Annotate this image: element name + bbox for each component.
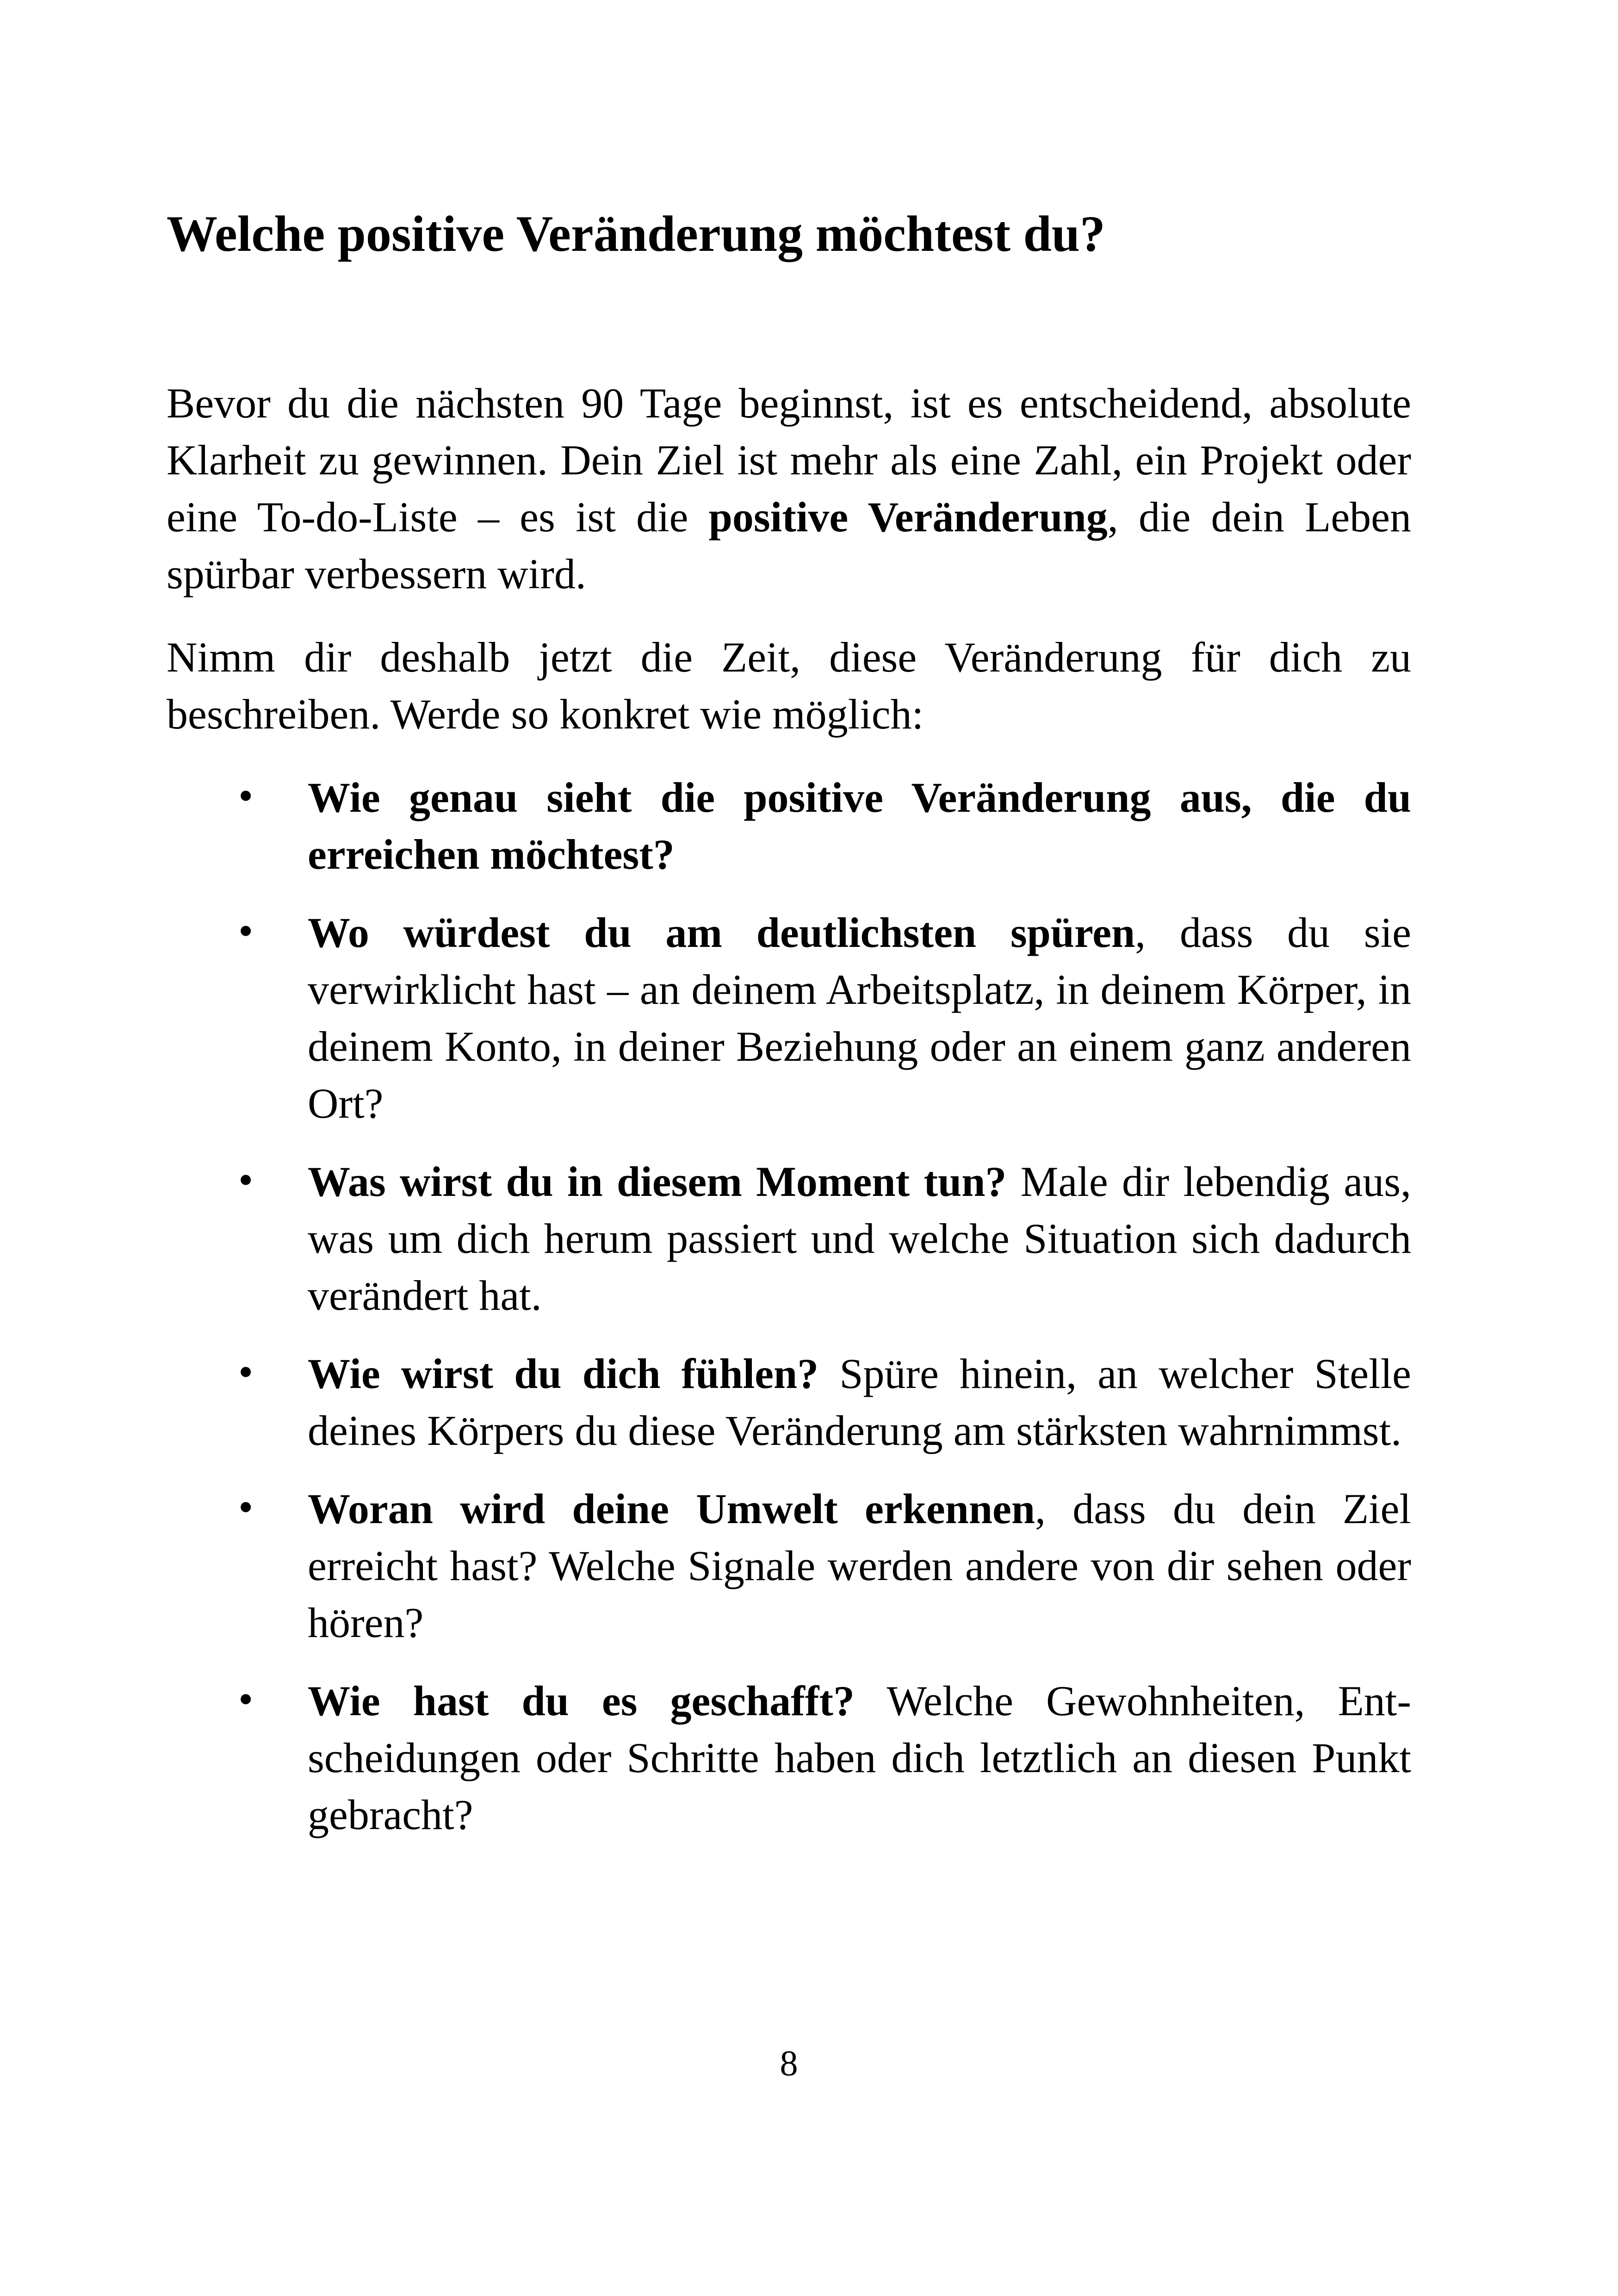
intro-paragraph <box>167 375 1411 603</box>
list-item-text: , dass du dein Ziel erreicht hast? Welche Signale werden andere von dir sehen oder hören? <box>308 1485 1411 1646</box>
intro-paragraph-bold: positive Veränderung <box>708 493 1108 541</box>
list-item-bold: Wie hast du es geschafft? <box>308 1677 855 1724</box>
bullet-dot-icon: • <box>238 1348 254 1395</box>
bullet-dot-icon: • <box>238 772 254 819</box>
bullet-dot-icon: • <box>238 1156 254 1203</box>
bullet-dot-icon: • <box>238 1675 254 1723</box>
bullet-dot-icon: • <box>238 1483 254 1531</box>
list-item-text: Welche Gewohnheiten, Entscheidungen oder Schritte haben dich letztlich an diesen Punkt gebracht? <box>308 1677 1411 1838</box>
list-item-bold: Wie genau sieht die positive Veränderung aus, die du erreichen möchtest? <box>308 774 1411 878</box>
page-number: 8 <box>780 2043 798 2083</box>
list-item-bold: Wo würdest du am deutlichsten spüren <box>308 909 1135 956</box>
list-item <box>167 904 1411 1132</box>
list-item-text: , dass du sie verwirklicht hast – an deinem Arbeitsplatz, in deinem Körper, in deinem Konto, in deiner Beziehung oder an einem ganz anderen Ort? <box>308 909 1411 1127</box>
list-item-text: Male dir lebendig aus, was um dich herum passiert und welche Situation sich dadurch verändert hat. <box>308 1158 1412 1319</box>
bullet-dot-icon: • <box>238 907 254 954</box>
instruction-paragraph-text: Nimm dir deshalb jetzt die Zeit, diese Veränderung für dich zu beschreiben. Werde so konkret wie möglich: <box>167 634 1411 738</box>
list-item-text: Spüre hinein, an welcher Stelle deines Körpers du diese Veränderung am stärksten wahrnimmst. <box>308 1350 1411 1454</box>
list-item <box>167 1153 1411 1324</box>
list-item <box>167 769 1411 883</box>
list-item <box>167 1673 1411 1843</box>
page-title: Welche positive Veränderung möchtest du? <box>167 205 1105 262</box>
question-bullet-list <box>167 769 1411 1843</box>
list-item-bold: Woran wird deine Umwelt erkennen <box>308 1485 1035 1532</box>
list-item <box>167 1345 1411 1459</box>
list-item-bold: Was wirst du in diesem Moment tun? <box>308 1158 1007 1205</box>
list-item-bold: Wie wirst du dich fühlen? <box>308 1350 819 1397</box>
instruction-paragraph <box>167 629 1411 743</box>
intro-paragraph-text-post: , die dein Leben spürbar verbessern wird. <box>167 493 1411 597</box>
intro-paragraph-text-pre: Bevor du die nächsten 90 Tage beginnst, ist es entscheidend, absolute Klarheit zu gewinnen. Dein Ziel ist mehr als eine Zahl, ein Projekt oder eine To-do-Liste – es ist die <box>167 380 1411 541</box>
list-item <box>167 1481 1411 1651</box>
